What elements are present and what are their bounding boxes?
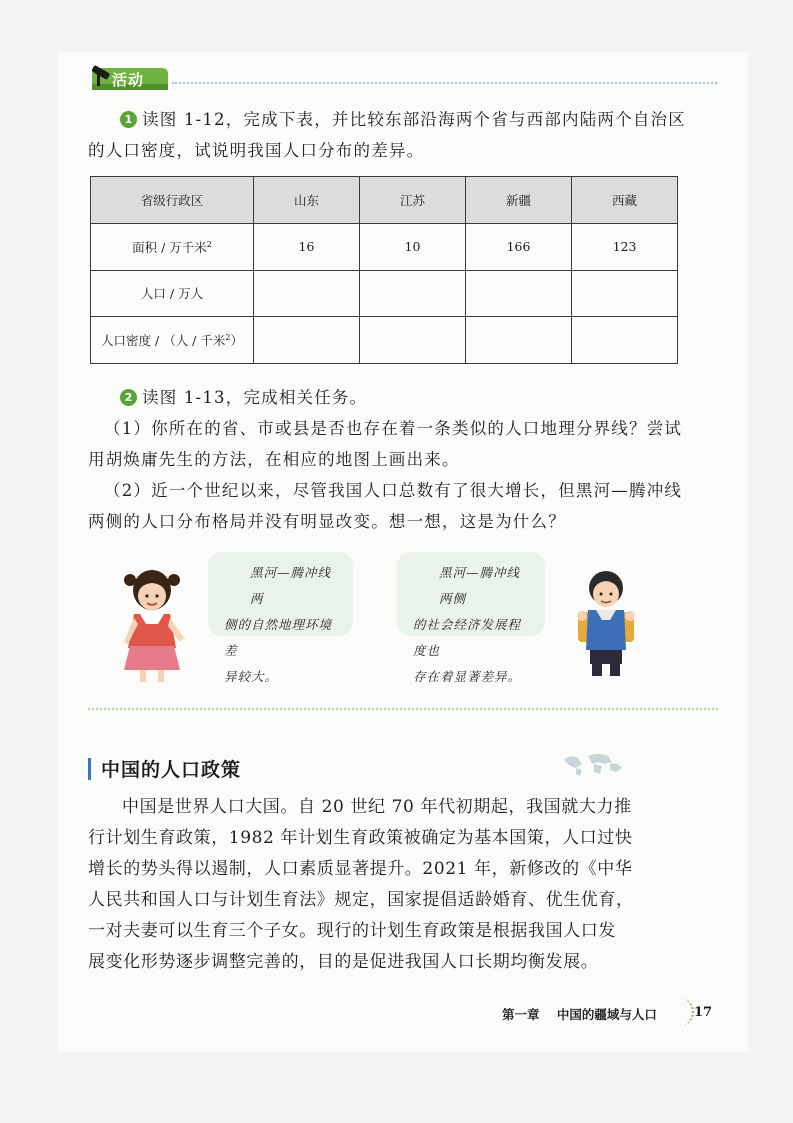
- section-body: [88, 792, 708, 978]
- table-cell: 123: [572, 224, 678, 271]
- table-header-cell: 山东: [254, 177, 360, 224]
- speech-bubble-right: 黑河—腾冲线两侧 的社会经济发展程度也 存在着显著差异。: [397, 552, 545, 636]
- body-line: 增长的势头得以遏制，人口素质显著提升。2021 年，新修改的《中华: [88, 859, 633, 879]
- table-header-cell: 省级行政区: [91, 177, 254, 224]
- speech-bubble-left: 黑河—腾冲线两 侧的自然地理环境差 异较大。: [208, 552, 353, 636]
- row-label-density: 人口密度 / （人 / 千米$^2$）: [91, 317, 254, 364]
- boy-figure: [570, 566, 642, 678]
- q1-line-1: 1 读图 1-12，完成下表，并比较东部沿海两个省与西部内陆两个自治区: [120, 104, 686, 135]
- table-row-area: [91, 224, 678, 271]
- table-row-population: [91, 270, 678, 317]
- table-cell: 10: [360, 224, 466, 271]
- q2-number: 2: [120, 389, 137, 406]
- table-header-cell: 江苏: [360, 177, 466, 224]
- table-cell-empty: [360, 270, 466, 317]
- body-line: 行计划生育政策，1982 年计划生育政策被确定为基本国策，人口过快: [88, 828, 633, 848]
- page-number: 17: [694, 1005, 713, 1020]
- q1-line-2: 的人口密度，试说明我国人口分布的差异。: [88, 141, 425, 160]
- table-cell: 166: [466, 224, 572, 271]
- q2-1-line-1: （1）你所在的省、市或县是否也存在着一条类似的人口地理分界线？尝试: [104, 419, 683, 438]
- table-header-cell: 西藏: [572, 177, 678, 224]
- table-cell-empty: [466, 270, 572, 317]
- body-line: 人民共和国人口与计划生育法》规定，国家提倡适龄婚育、优生优育，: [88, 890, 634, 910]
- table-cell-empty: [254, 317, 360, 364]
- table-cell-empty: [360, 317, 466, 364]
- table-header-cell: 新疆: [466, 177, 572, 224]
- activity-label: 活动: [112, 71, 145, 89]
- table-cell-empty: [466, 317, 572, 364]
- body-line: 一对夫妻可以生育三个子女。现行的计划生育政策是根据我国人口发: [88, 921, 616, 941]
- table-header-row: [91, 177, 678, 224]
- q2-2-line-2: 两侧的人口分布格局并没有明显改变。想一想，这是为什么？: [88, 512, 566, 531]
- q2-2-line-1: （2）近一个世纪以来，尽管我国人口总数有了很大增长，但黑河—腾冲线: [104, 481, 683, 500]
- q1-number: 1: [120, 111, 137, 128]
- q2-1-line-2: 用胡焕庸先生的方法，在相应的地图上画出来。: [88, 450, 460, 469]
- body-line: 中国是世界人口大国。自 20 世纪 70 年代初期起，我国就大力推: [122, 797, 632, 817]
- population-table: [90, 176, 678, 364]
- section-title-bar: [88, 758, 91, 780]
- q2-line: 2 读图 1-13，完成相关任务。: [120, 382, 367, 413]
- table-row-density: [91, 317, 678, 364]
- footer-chapter-title: 第一章 中国的疆域与人口: [502, 1007, 657, 1022]
- section-divider: [88, 708, 718, 710]
- table-cell: 16: [254, 224, 360, 271]
- girl-figure: [118, 566, 190, 684]
- table-cell-empty: [572, 317, 678, 364]
- world-map-icon: [562, 752, 626, 778]
- section-title: 中国的人口政策: [101, 759, 242, 781]
- row-label-area: 面积 / 万千米$^2$: [91, 224, 254, 271]
- row-label-population: 人口 / 万人: [91, 270, 254, 317]
- body-line: 展变化形势逐步调整完善的，目的是促进我国人口长期均衡发展。: [88, 952, 599, 972]
- activity-divider: [172, 82, 717, 84]
- table-cell-empty: [254, 270, 360, 317]
- table-cell-empty: [572, 270, 678, 317]
